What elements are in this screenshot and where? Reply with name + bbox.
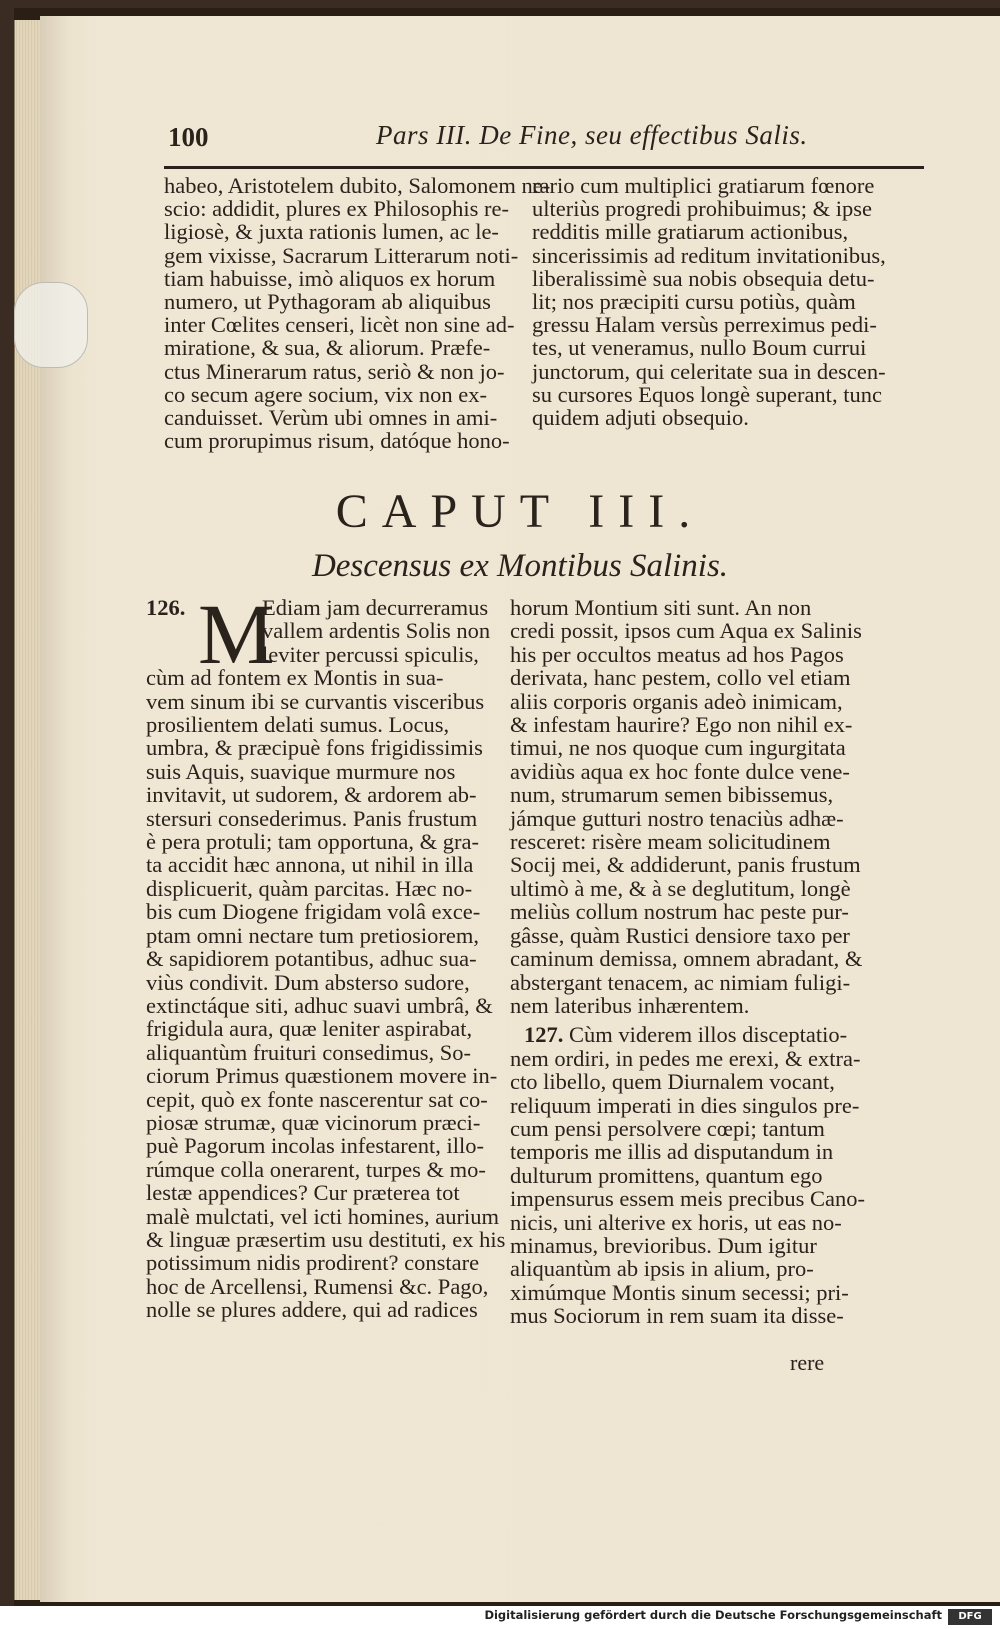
text-line <box>510 1023 920 1046</box>
text-line: nicis, uni alterive ex horis, ut eas no- <box>510 1209 842 1235</box>
text-line: his per occultos meatus ad hos Pagos <box>510 641 844 667</box>
dfg-logo: DFG <box>948 1609 992 1625</box>
text-line: habeo, Aristotelem dubito, Salomonem ne- <box>164 173 551 198</box>
text-line: vallem ardentis Solis non <box>262 618 491 644</box>
text-line: aliquantùm fruituri consedimus, So- <box>146 1039 471 1065</box>
text-line: invitavit, ut sudorem, & ardorem ab- <box>146 782 477 808</box>
text-line: displicuerit, quàm parcitas. Hæc no- <box>146 875 473 901</box>
text-line: ximúmque Montis sinum secessi; pri- <box>510 1279 849 1305</box>
book-page <box>40 16 1000 1602</box>
text-line: nolle se plures addere, qui ad radices <box>146 1297 478 1323</box>
text-line: redditis mille gratiarum actionibus, <box>532 219 849 245</box>
text-line: hoc de Arcellensi, Rumensi &c. Pago, <box>146 1273 489 1299</box>
text-line: & linguæ præsertim usu destituti, ex his <box>146 1226 506 1252</box>
text-line: aliis corporis organis adeò inimicam, <box>510 688 843 714</box>
catchword: rere <box>790 1350 825 1375</box>
text-line: junctorum, qui celeritate sua in descen- <box>532 358 886 384</box>
text-line: nem ordiri, in pedes me erexi, & extra- <box>510 1045 861 1071</box>
text-line: cum prorupimus risum, datóque hono- <box>164 428 510 454</box>
text-line: horum Montium siti sunt. An non <box>510 595 812 620</box>
text-line: mus Sociorum in rem suam ita disse- <box>510 1303 844 1329</box>
text-line: bis cum Diogene frigidam volâ exce- <box>146 899 481 925</box>
text-line: su cursores Equos longè superant, tunc <box>532 381 882 407</box>
text-line: credi possit, ipsos cum Aqua ex Salinis <box>510 618 862 644</box>
text-line: lestæ appendices? Cur præterea tot <box>146 1180 460 1206</box>
text-line-text: Cùm viderem illos disceptatio- <box>569 1022 848 1048</box>
text-line: tiam habuisse, imò aliquos ex horum <box>164 265 496 291</box>
header-rule <box>164 166 924 169</box>
text-line: sincerissimis ad reditum invitationibus, <box>532 242 886 268</box>
text-line: ultimò à me, & à se deglutitum, longè <box>510 875 851 901</box>
text-line: ligiosè, & juxta rationis lumen, ac le- <box>164 219 499 245</box>
text-line: num, strumarum semen bibissemus, <box>510 782 834 808</box>
drop-cap: M <box>198 586 275 682</box>
bottom-left-column <box>146 586 546 1323</box>
text-line: nem lateribus inhærentem. <box>510 992 750 1018</box>
text-line: rúmque colla onerarent, turpes & mo- <box>146 1156 486 1182</box>
text-line-text: Ediam jam decurreramus <box>262 595 489 620</box>
text-line: viùs condivit. Dum absterso sudore, <box>146 969 470 995</box>
text-line: inter Cœlites censeri, licèt non sine ad- <box>164 312 515 338</box>
chapter-title: CAPUT III. <box>335 485 705 538</box>
text-line: resceret: risère meam solicitudinem <box>510 829 831 855</box>
text-line: lit; nos præcipiti cursu potiùs, quàm <box>532 289 856 315</box>
text-line: umbra, & præcipuè fons frigidissimis <box>146 735 483 761</box>
text-line: gâsse, quàm Rustici densiore taxo per <box>510 922 850 948</box>
text-line: gem vixisse, Sacrarum Litterarum noti- <box>164 242 519 268</box>
top-right-column <box>532 174 932 429</box>
text-line: liberalissimè sua nobis obsequia detu- <box>532 265 875 291</box>
page-marker-tab <box>14 282 88 368</box>
text-line: Socij mei, & addiderunt, panis frustum <box>510 852 861 878</box>
bottom-right-column <box>510 596 920 1328</box>
text-line: cepit, quò ex fonte nascerentur sat co- <box>146 1086 488 1112</box>
text-line: dulturum promittens, quantum ego <box>510 1162 823 1188</box>
text-line: & infestam haurire? Ego non nihil ex- <box>510 712 853 738</box>
text-line: extinctáque siti, adhuc suavi umbrâ, & <box>146 992 493 1018</box>
text-line: abstergant tenacem, ac nimiam fuligi- <box>510 969 851 995</box>
text-line: & sapidiorem potantibus, adhuc sua- <box>146 946 477 972</box>
text-line: puè Pagorum incolas infestarent, illo- <box>146 1133 485 1159</box>
text-line: malè mulctati, vel icti homines, aurium <box>146 1203 500 1229</box>
text-line: timui, ne nos quoque cum ingurgitata <box>510 735 846 761</box>
paragraph-number: 126. <box>146 595 186 620</box>
page-header <box>168 118 968 158</box>
text-line: avidiùs aqua ex hoc fonte dulce vene- <box>510 758 850 784</box>
text-line: impensurus essem meis precibus Cano- <box>510 1186 865 1212</box>
text-line: stersuri consederimus. Panis frustum <box>146 805 478 831</box>
text-line: derivata, hanc pestem, collo vel etiam <box>510 665 851 691</box>
text-line: meliùs collum nostrum hac peste pur- <box>510 899 849 925</box>
text-line: è pera protuli; tam opportuna, & gra- <box>146 829 480 855</box>
text-line: caminum demissa, omnem abradant, & <box>510 946 863 972</box>
running-title: Pars III. De Fine, seu effectibus Salis. <box>376 120 808 150</box>
top-left-column <box>164 173 551 454</box>
text-line: cum pensi persolvere cœpi; tantum <box>510 1115 825 1141</box>
text-line: ulteriùs progredi prohibuimus; & ipse <box>532 196 872 222</box>
text-line: quidem adjuti obsequio. <box>532 405 749 431</box>
text-line: numero, ut Pythagoram ab aliquibus <box>164 289 491 315</box>
text-line: ciorum Primus quæstionem movere in- <box>146 1063 498 1089</box>
text-line: cùm ad fontem ex Montis in sua- <box>146 665 444 691</box>
text-line: tes, ut veneramus, nullo Boum currui <box>532 335 867 361</box>
text-line <box>146 596 546 619</box>
text-line: frigidula aura, quæ leniter aspirabat, <box>146 1016 473 1042</box>
text-line: ctus Minerarum ratus, seriò & non jo- <box>164 358 505 384</box>
text-line: temporis me illis ad disputandum in <box>510 1139 834 1165</box>
digitization-credit: Digitalisierung gefördert durch die Deutsche Forschungsgemeinschaft <box>484 1608 942 1622</box>
text-line: rario cum multiplici gratiarum fœnore <box>532 173 875 198</box>
text-line: canduisset. Verùm ubi omnes in ami- <box>164 405 498 431</box>
text-line: leviter percussi spiculis, <box>262 641 479 667</box>
footer-bar <box>0 1606 1000 1629</box>
paragraph-number: 127. <box>524 1022 569 1048</box>
text-line: cto libello, quem Diurnalem vocant, <box>510 1069 835 1095</box>
text-line: co secum agere socium, vix non ex- <box>164 381 488 407</box>
text-line: prosilientem delati sumus. Locus, <box>146 712 450 738</box>
text-line: ptam omni nectare tum pretiosiorem, <box>146 922 480 948</box>
page-number: 100 <box>168 122 209 152</box>
text-line: ta accidit hæc annona, ut nihil in illa <box>146 852 474 878</box>
text-line: miratione, & sua, & aliorum. Præfe- <box>164 335 491 361</box>
text-line: piosæ strumæ, quæ vicinorum præci- <box>146 1109 481 1135</box>
text-line: aliquantùm ab ipsis in alium, pro- <box>510 1256 814 1282</box>
text-line: potissimum nidis prodirent? constare <box>146 1250 480 1276</box>
text-line: scio: addidit, plures ex Philosophis re- <box>164 196 509 222</box>
text-line: vem sinum ibi se curvantis visceribus <box>146 688 485 714</box>
chapter-subtitle: Descensus ex Montibus Salinis. <box>311 548 729 584</box>
text-line: gressu Halam versùs perreximus pedi- <box>532 312 877 338</box>
text-line: suis Aquis, suavique murmure nos <box>146 758 456 784</box>
text-line: reliquum imperati in dies singulos pre- <box>510 1092 860 1118</box>
text-line: minamus, brevioribus. Dum igitur <box>510 1232 817 1258</box>
text-line: jámque gutturi nostro tenaciùs adhæ- <box>510 805 844 831</box>
